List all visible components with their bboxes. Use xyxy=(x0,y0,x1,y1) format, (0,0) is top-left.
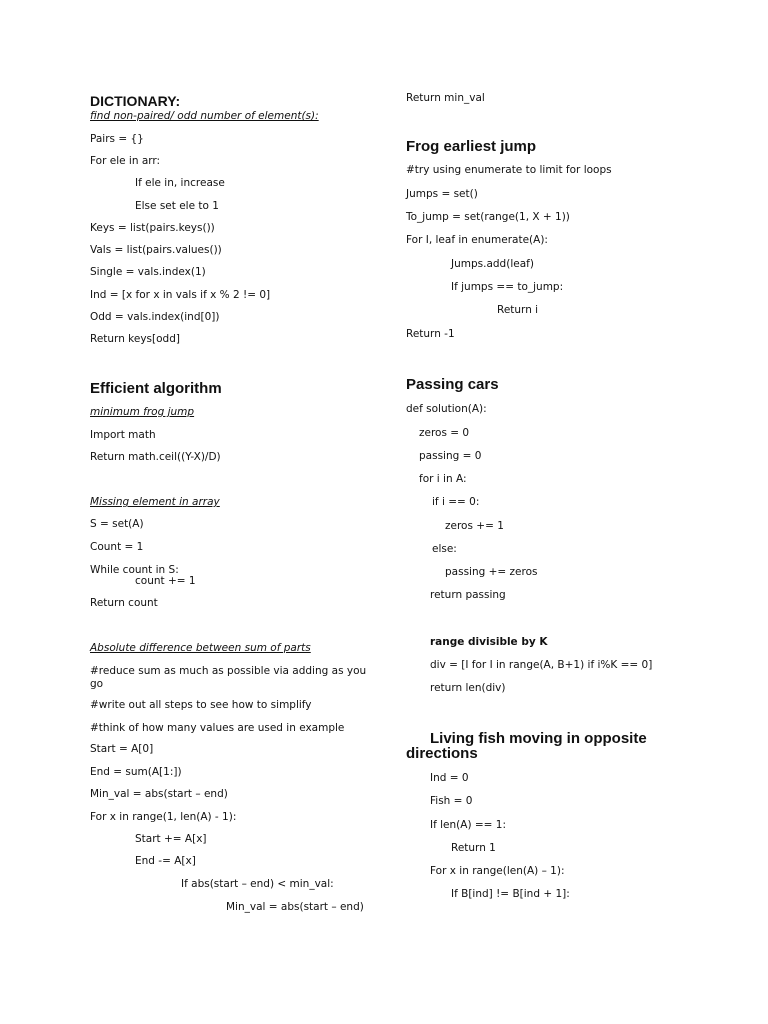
missing-element-subheading: Missing element in array xyxy=(90,496,220,508)
frog-jump-subheading: minimum frog jump xyxy=(90,406,195,418)
code-line: Count = 1 xyxy=(90,541,144,553)
code-line: return passing xyxy=(430,589,506,601)
code-line: To_jump = set(range(1, X + 1)) xyxy=(406,211,570,223)
code-line: Keys = list(pairs.keys()) xyxy=(90,222,215,234)
code-line: S = set(A) xyxy=(90,518,144,530)
code-line: If len(A) == 1: xyxy=(430,819,507,831)
code-line: zeros += 1 xyxy=(445,520,504,532)
dictionary-subheading: find non-paired/ odd number of element(s): xyxy=(90,110,319,122)
code-line: For x in range(len(A) – 1): xyxy=(430,865,565,877)
code-line: Fish = 0 xyxy=(430,795,473,807)
code-comment: #write out all steps to see how to simplify xyxy=(90,699,312,711)
code-line: End = sum(A[1:]) xyxy=(90,766,182,778)
code-line: Return min_val xyxy=(406,92,485,104)
code-line: Return 1 xyxy=(451,842,496,854)
code-line: count += 1 xyxy=(135,575,196,587)
code-line: else: xyxy=(432,543,457,555)
efficient-algorithm-heading: Efficient algorithm xyxy=(90,380,222,397)
code-line: zeros = 0 xyxy=(419,427,470,439)
code-line: Jumps = set() xyxy=(406,188,478,200)
code-comment: #reduce sum as much as possible via adding as you go xyxy=(90,665,367,690)
range-divisible-heading: range divisible by K xyxy=(430,636,548,648)
code-comment: #try using enumerate to limit for loops xyxy=(406,164,612,176)
code-line: div = [I for I in range(A, B+1) if i%K == 0] xyxy=(430,659,653,671)
code-line: Ind = [x for x in vals if x % 2 != 0] xyxy=(90,289,271,301)
code-line: Import math xyxy=(90,429,156,441)
code-line: End -= A[x] xyxy=(135,855,196,867)
code-line: for i in A: xyxy=(419,473,467,485)
code-line: For ele in arr: xyxy=(90,155,161,167)
code-line: Return i xyxy=(497,304,539,316)
code-line: Return math.ceil((Y-X)/D) xyxy=(90,451,221,463)
frog-earliest-jump-heading: Frog earliest jump xyxy=(406,138,537,155)
code-line: Return keys[odd] xyxy=(90,333,180,345)
code-line: If ele in, increase xyxy=(135,177,225,189)
code-line: Else set ele to 1 xyxy=(135,200,219,212)
code-line: If abs(start – end) < min_val: xyxy=(181,878,334,890)
code-line: Odd = vals.index(ind[0]) xyxy=(90,311,220,323)
dictionary-heading: DICTIONARY: xyxy=(90,93,181,109)
code-line: If B[ind] != B[ind + 1]: xyxy=(451,888,570,900)
passing-cars-heading: Passing cars xyxy=(406,376,499,393)
absolute-difference-subheading: Absolute difference between sum of parts xyxy=(90,642,311,654)
code-line: Ind = 0 xyxy=(430,772,469,784)
code-line: Pairs = {} xyxy=(90,133,144,145)
code-line: Jumps.add(leaf) xyxy=(451,258,534,270)
code-comment: #think of how many values are used in example xyxy=(90,722,345,734)
code-line: While count in S: xyxy=(90,564,179,576)
code-line: Min_val = abs(start – end) xyxy=(226,901,364,913)
code-line: Single = vals.index(1) xyxy=(90,266,206,278)
code-line: passing = 0 xyxy=(419,450,482,462)
code-line: Return count xyxy=(90,597,158,609)
code-line: Start += A[x] xyxy=(135,833,207,845)
code-line: def solution(A): xyxy=(406,403,487,415)
living-fish-heading: Living fish moving in opposite directions xyxy=(406,730,647,762)
code-line: Vals = list(pairs.values()) xyxy=(90,244,222,256)
code-line: Min_val = abs(start – end) xyxy=(90,788,228,800)
code-line: if i == 0: xyxy=(432,496,480,508)
code-line: For x in range(1, len(A) - 1): xyxy=(90,811,237,823)
code-line: For I, leaf in enumerate(A): xyxy=(406,234,548,246)
code-line: Start = A[0] xyxy=(90,743,154,755)
code-line: passing += zeros xyxy=(445,566,538,578)
code-line: If jumps == to_jump: xyxy=(451,281,564,293)
code-line: Return -1 xyxy=(406,328,455,340)
code-line: return len(div) xyxy=(430,682,506,694)
